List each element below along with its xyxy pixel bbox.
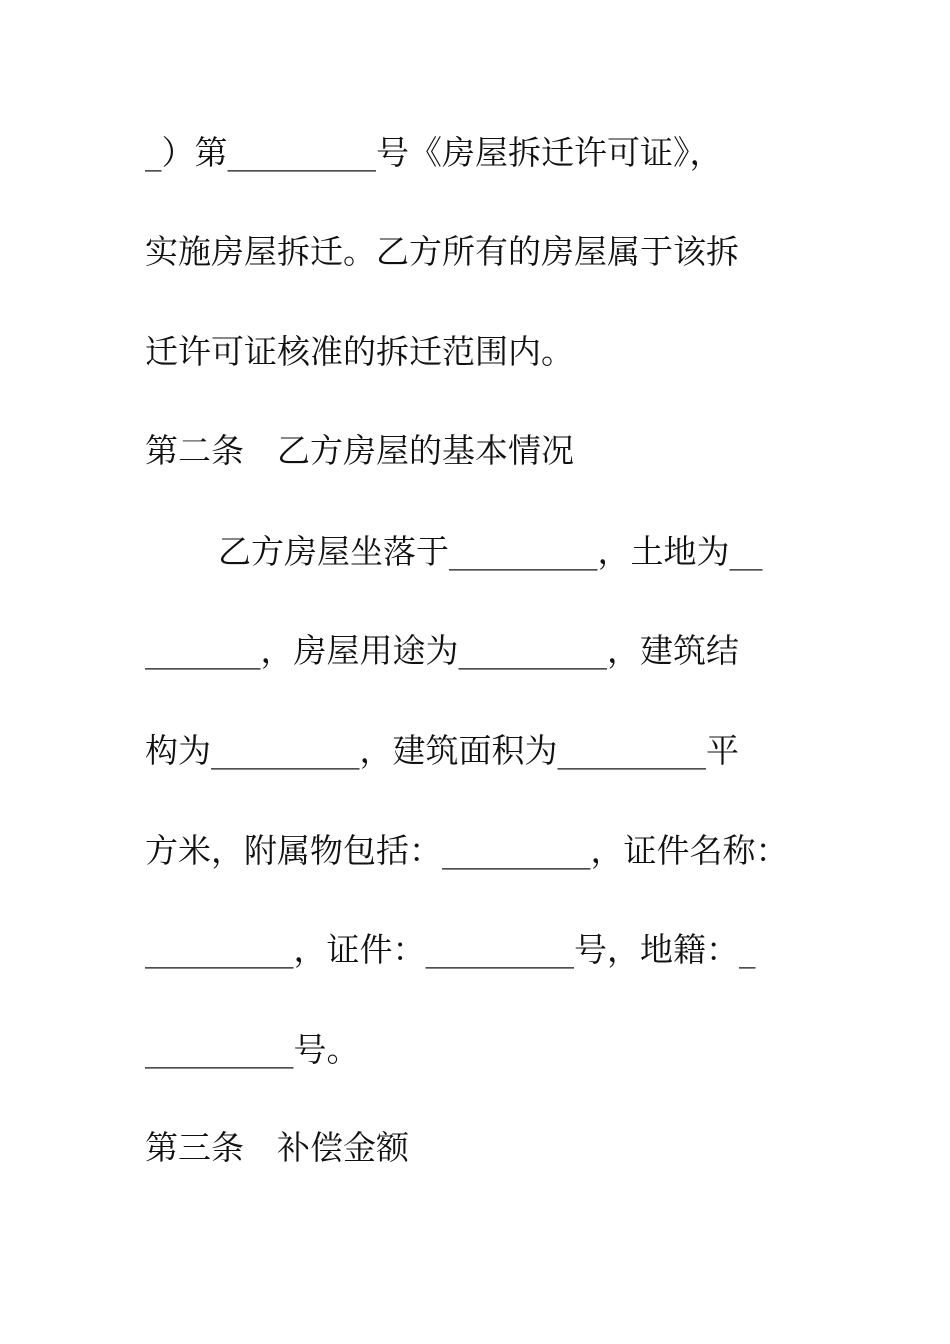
- text-line-1: _）第_________号《房屋拆迁许可证》，: [145, 133, 723, 172]
- section-heading-article-2: 第二条 乙方房屋的基本情况: [145, 431, 574, 470]
- text-line-5: 乙方房屋坐落于_________，土地为__: [218, 532, 763, 571]
- text-line-7: 构为_________，建筑面积为_________平: [145, 731, 739, 770]
- text-line-9: _________，证件：_________号，地籍：_: [145, 930, 756, 969]
- text-line-6: _______，房屋用途为_________，建筑结: [145, 631, 739, 670]
- section-heading-article-3: 第三条 补偿金额: [145, 1128, 409, 1167]
- text-line-8: 方米，附属物包括：_________，证件名称：: [145, 831, 789, 870]
- text-line-2: 实施房屋拆迁。乙方所有的房屋属于该拆: [145, 232, 739, 271]
- text-line-10: _________号。: [145, 1030, 360, 1069]
- text-line-3: 迁许可证核准的拆迁范围内。: [145, 332, 574, 371]
